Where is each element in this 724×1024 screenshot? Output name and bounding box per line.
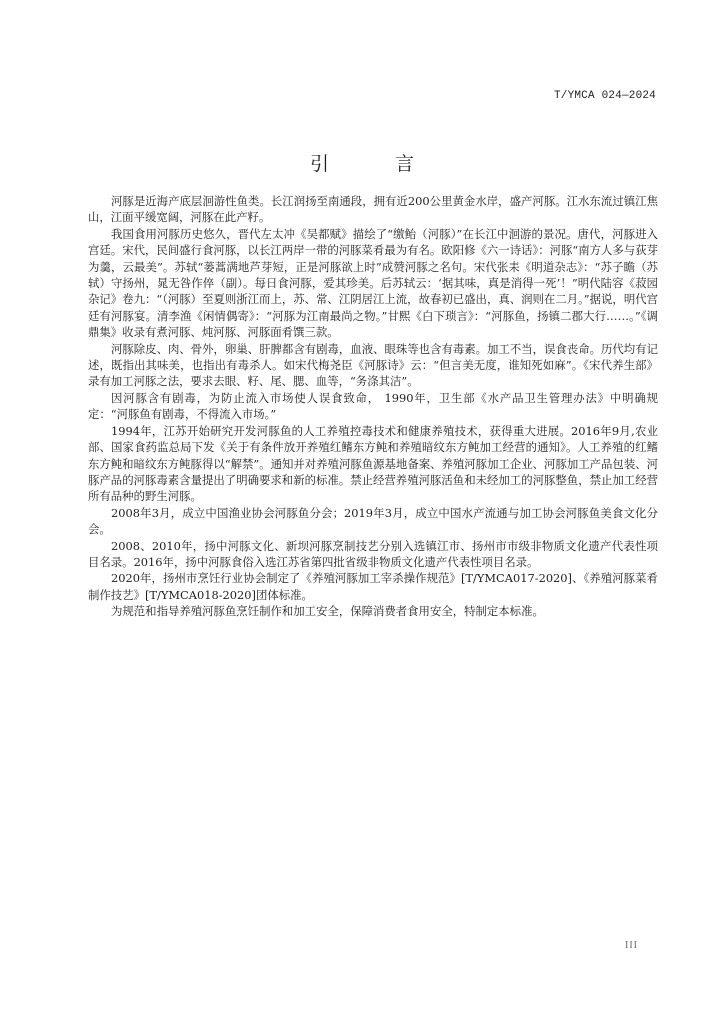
body-text <box>88 193 658 620</box>
document-code: T/YMCA 024—2024 <box>553 90 656 102</box>
paragraph: 我国食用河豚历史悠久，晋代左太冲《吴都赋》描绘了“缴鲐（河豚）”在长江中洄游的景况。唐代，河豚进入宫廷。宋代，民间盛行食河豚，以长江两岸一带的河豚菜肴最为有名。欧阳修《六一诗话》：河豚“南方人多与荻芽为羹，云最美”。苏轼“蒌蒿满地芦芽短，正是河豚欲上时”成赞河豚之名句。宋代张耒《明道杂志》：“苏子瞻（苏轼）守扬州，晁无咎作倅（副）。每日食河豚，爱其珍美。后苏轼云：‘据其味，真是消得一死’！”明代陆容《菽园杂记》卷九：“（河豚）至夏则浙江而上，苏、常、江阴居江上流，故春初已盛出，真、润则在二月。”据说，明代宫廷有河豚宴。清李渔《闲情偶寄》：“河豚为江南最尚之物。”甘熙《白下琐言》：“河豚鱼，扬镇二郡大行……。”《调鼎集》收录有煮河豚、炖河豚、河豚面肴馔三款。 <box>88 226 658 340</box>
paragraph: 1994年，江苏开始研究开发河豚鱼的人工养殖控毒技术和健康养殖技术，获得重大进展。2016年9月,农业部、国家食药监总局下发《关于有条件放开养殖红鳍东方鲀和养殖暗纹东方鲀加工经营的通知》。人工养殖的红鳍东方鲀和暗纹东方鲀豚得以“解禁”。通知并对养殖河豚鱼源基地备案、养殖河豚加工企业、河豚加工产品包装、河豚产品的河豚毒素含量提出了明确要求和新的标准。禁止经营养殖河豚活鱼和未经加工的河豚整鱼，禁止加工经营所有品种的野生河豚。 <box>88 423 658 504</box>
paragraph: 因河豚含有剧毒，为防止流入市场使人误食致命， 1990年，卫生部《水产品卫生管理办法》中明确规定：“河豚鱼有剧毒，不得流入市场。” <box>88 390 658 422</box>
paragraph: 2008年3月，成立中国渔业协会河豚鱼分会；2019年3月，成立中国水产流通与加工协会河豚鱼美食文化分会。 <box>88 505 658 537</box>
paragraph: 河豚是近海产底层洄游性鱼类。长江润扬至南通段，拥有近200公里黄金水岸，盛产河豚。江水东流过镇江焦山，江面平缓宽阔，河豚在此产籽。 <box>88 194 658 225</box>
paragraph: 2008、2010年，扬中河豚文化、新坝河豚烹制技艺分别入选镇江市、扬州市市级非物质文化遗产代表性项目名录。2016年，扬中河豚食俗入选江苏省第四批省级非物质文化遗产代表性项目名录。 <box>88 538 658 569</box>
paragraph: 河豚除皮、肉、骨外，卵巢、肝脾都含有剧毒，血液、眼珠等也含有毒素。加工不当，误食丧命。历代均有记述，既指出其味美，也指出有毒杀人。如宋代梅尧臣《河豚诗》云：“但言美无度，谁知死如麻”。《宋代养生部》录有加工河豚之法，要求去眼、籽、尾、腮、血等，“务涤其洁”。 <box>88 341 658 389</box>
paragraph: 2020年，扬州市烹饪行业协会制定了《养殖河豚加工宰杀操作规范》[T/YMCA017-2020]、《养殖河豚菜肴制作技艺》[T/YMCA018-2020]团体标准。 <box>88 571 658 602</box>
paragraph: 为规范和指导养殖河豚鱼烹饪制作和加工安全，保障消费者食用安全，特制定本标准。 <box>111 604 544 619</box>
page-number: III <box>625 940 638 951</box>
section-title: 引 言 <box>309 153 445 175</box>
